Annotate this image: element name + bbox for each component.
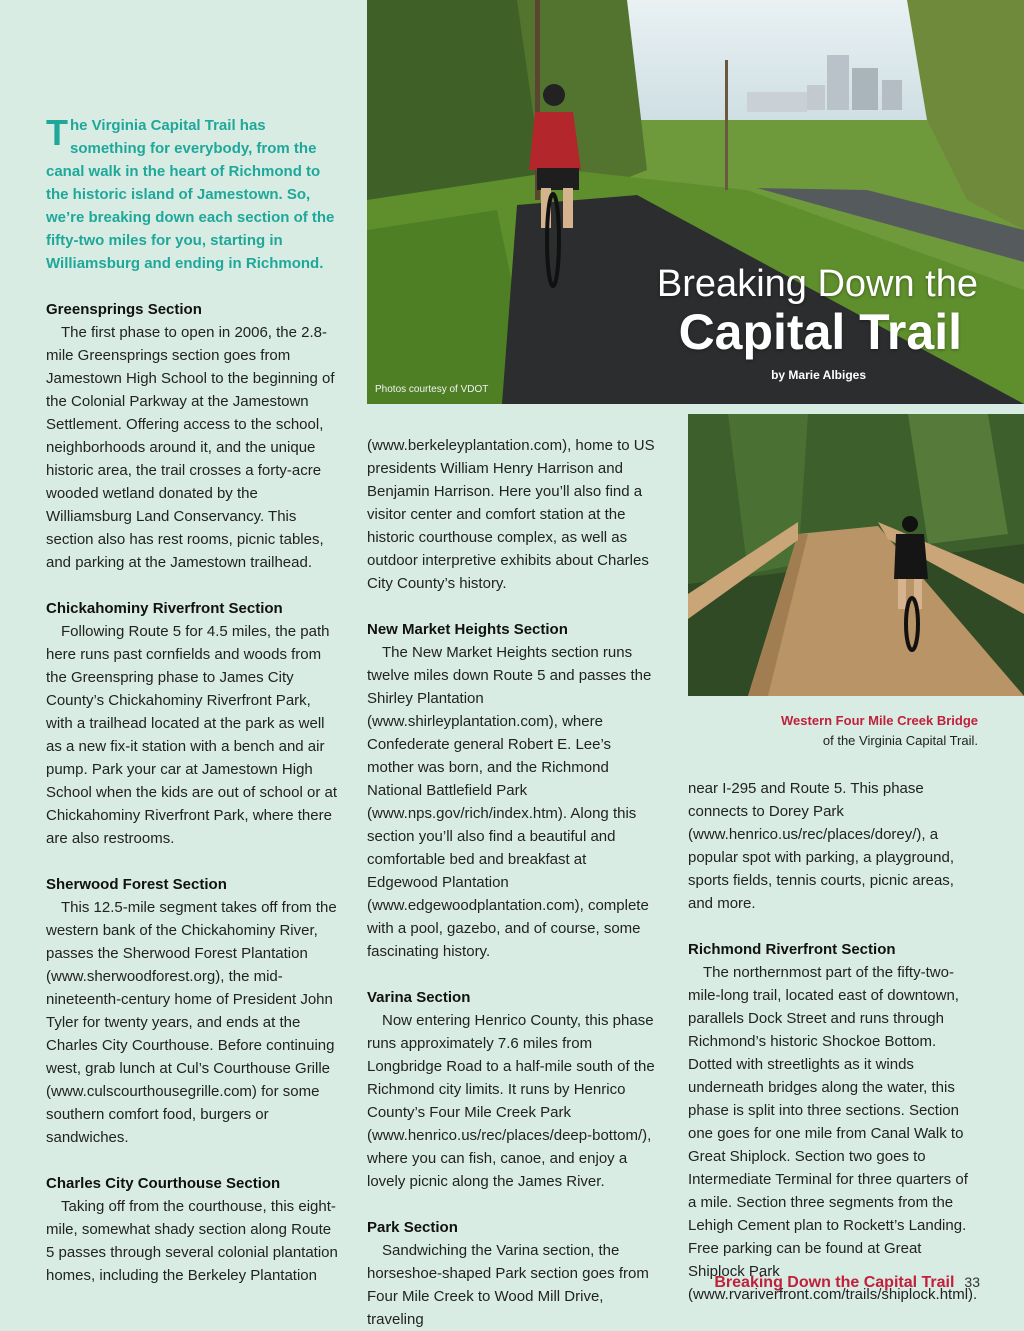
hero-photo-cyclist-on-trail xyxy=(367,0,1024,404)
caption-highlight: Western Four Mile Creek Bridge xyxy=(781,713,978,728)
intro-paragraph xyxy=(46,114,338,275)
section-body-greensprings: The first phase to open in 2006, the 2.8-mile Greensprings section goes from Jamestown High School to the beginning of the Colonial Parkway at the Jamestown Settlement. Offering access to the school, neighborhoods around it, and the unique historic area, the trail crosses a forty-acre wooded wetland donated by the Williamsburg Land Conservancy. This section also has rest rooms, picnic tables, and parking at the Jamestown trailhead. xyxy=(46,324,335,571)
section-body-charles-city: Taking off from the courthouse, this eight-mile, somewhat shady section along Route 5 passes through several colonial plantation homes, including the Berkeley Plantation xyxy=(46,1198,338,1284)
section-heading-greensprings: Greensprings Section xyxy=(46,301,202,318)
bridge-photo-illustration xyxy=(688,414,1024,696)
section-body-sherwood: This 12.5-mile segment takes off from the western bank of the Chickahominy River, passes the Sherwood Forest Plantation (www.sherwoodforest.org), the mid-nineteenth-century home of President John Tyler for twenty years, and ends at the Charles City Courthouse. Before continuing west, grab lunch at Cul’s Courthouse Grille (www.culscourthousegrille.com) for some southern comfort food, burgers or sandwiches. xyxy=(46,899,337,1146)
footer-title: Breaking Down the Capital Trail xyxy=(714,1274,955,1291)
section-heading-new-market: New Market Heights Section xyxy=(367,621,568,638)
section-body-new-market: The New Market Heights section runs twelve miles down Route 5 and passes the Shirley Plantation (www.shirleyplantation.com), where Confederate general Robert E. Lee’s mother was born, and the Richmond National Battlefield Park (www.nps.gov/rich/index.htm). Along this section you’ll also find a beautiful and comfortable bed and breakfast at Edgewood Plantation (www.edgewoodplantation.com), complete with a pool, gazebo, and of course, some fascinating history. xyxy=(367,644,652,960)
section-heading-sherwood: Sherwood Forest Section xyxy=(46,876,227,893)
section-heading-richmond: Richmond Riverfront Section xyxy=(688,941,896,958)
column-1 xyxy=(46,114,338,1287)
page-number: 33 xyxy=(964,1274,980,1290)
section-body-charles-city-continued: (www.berkeleyplantation.com), home to US presidents William Henry Harrison and Benjamin Harrison. Here you’ll also find a visitor center and comfort station at the historic courthouse complex, as well as outdoor interpretive exhibits about Charles City County’s history. xyxy=(367,437,655,592)
section-heading-charles-city: Charles City Courthouse Section xyxy=(46,1175,281,1192)
section-body-park: Sandwiching the Varina section, the horseshoe-shaped Park section goes from Four Mile Creek to Wood Mill Drive, traveling xyxy=(367,1242,649,1328)
column-3 xyxy=(688,777,980,1306)
section-body-richmond: The northernmost part of the fifty-two-mile-long trail, located east of downtown, parallels Dock Street and runs through Richmond’s historic Shockoe Bottom. Dotted with streetlights as it winds underneath bridges along the water, this phase is split into three sections. Section one goes for one mile from Canal Walk to Great Shiplock. Section two goes to Intermediate Terminal for three quarters of a mile. Section three segments from the Lehigh Cement plan to Rockett’s Landing. Free parking can be found at Great Shiplock Park (www.rvariverfront.com/trails/shiplock.html). xyxy=(688,964,978,1303)
page-footer xyxy=(600,1271,980,1294)
section-body-park-continued: near I-295 and Route 5. This phase connects to Dorey Park (www.henrico.us/rec/places/dorey/), a popular spot with parking, a playground, sports fields, tennis courts, picnic areas, and more. xyxy=(688,780,955,912)
drop-cap: T xyxy=(46,112,68,153)
byline: by Marie Albiges xyxy=(771,368,866,382)
caption-text: of the Virginia Capital Trail. xyxy=(822,733,978,748)
article-title-line2: Capital Trail xyxy=(678,304,962,360)
column-2 xyxy=(367,434,657,1331)
section-heading-chickahominy: Chickahominy Riverfront Section xyxy=(46,600,283,617)
intro-text: he Virginia Capital Trail has something for everybody, from the canal walk in the heart of Richmond to the historic island of Jamestown. So, we’re breaking down each section of the fifty-two miles for you, starting in Williamsburg and ending in Richmond. xyxy=(46,117,335,272)
section-body-varina: Now entering Henrico County, this phase runs approximately 7.6 miles from Longbridge Road to a half-mile south of the Richmond city limits. It runs by Henrico County’s Four Mile Creek Park (www.henrico.us/rec/places/deep-bottom/), where you can fish, canoe, and enjoy a lovely picnic along the James River. xyxy=(367,1012,655,1190)
section-heading-park: Park Section xyxy=(367,1219,458,1236)
photo-caption xyxy=(688,711,978,751)
bridge-photo xyxy=(688,414,1024,696)
section-body-chickahominy: Following Route 5 for 4.5 miles, the path here runs past cornfields and woods from the Greenspring phase to James City County’s Chickahominy Riverfront Park, with a trailhead located at the park as well as a new fix-it station with a bench and air pump. Park your car at Jamestown High School when the kids are out of school or at Chickahominy Riverfront Park, where there are also restrooms. xyxy=(46,623,338,847)
article-title-line1: Breaking Down the xyxy=(656,263,978,305)
section-heading-varina: Varina Section xyxy=(367,989,471,1006)
photo-credit: Photos courtesy of VDOT xyxy=(375,384,489,395)
